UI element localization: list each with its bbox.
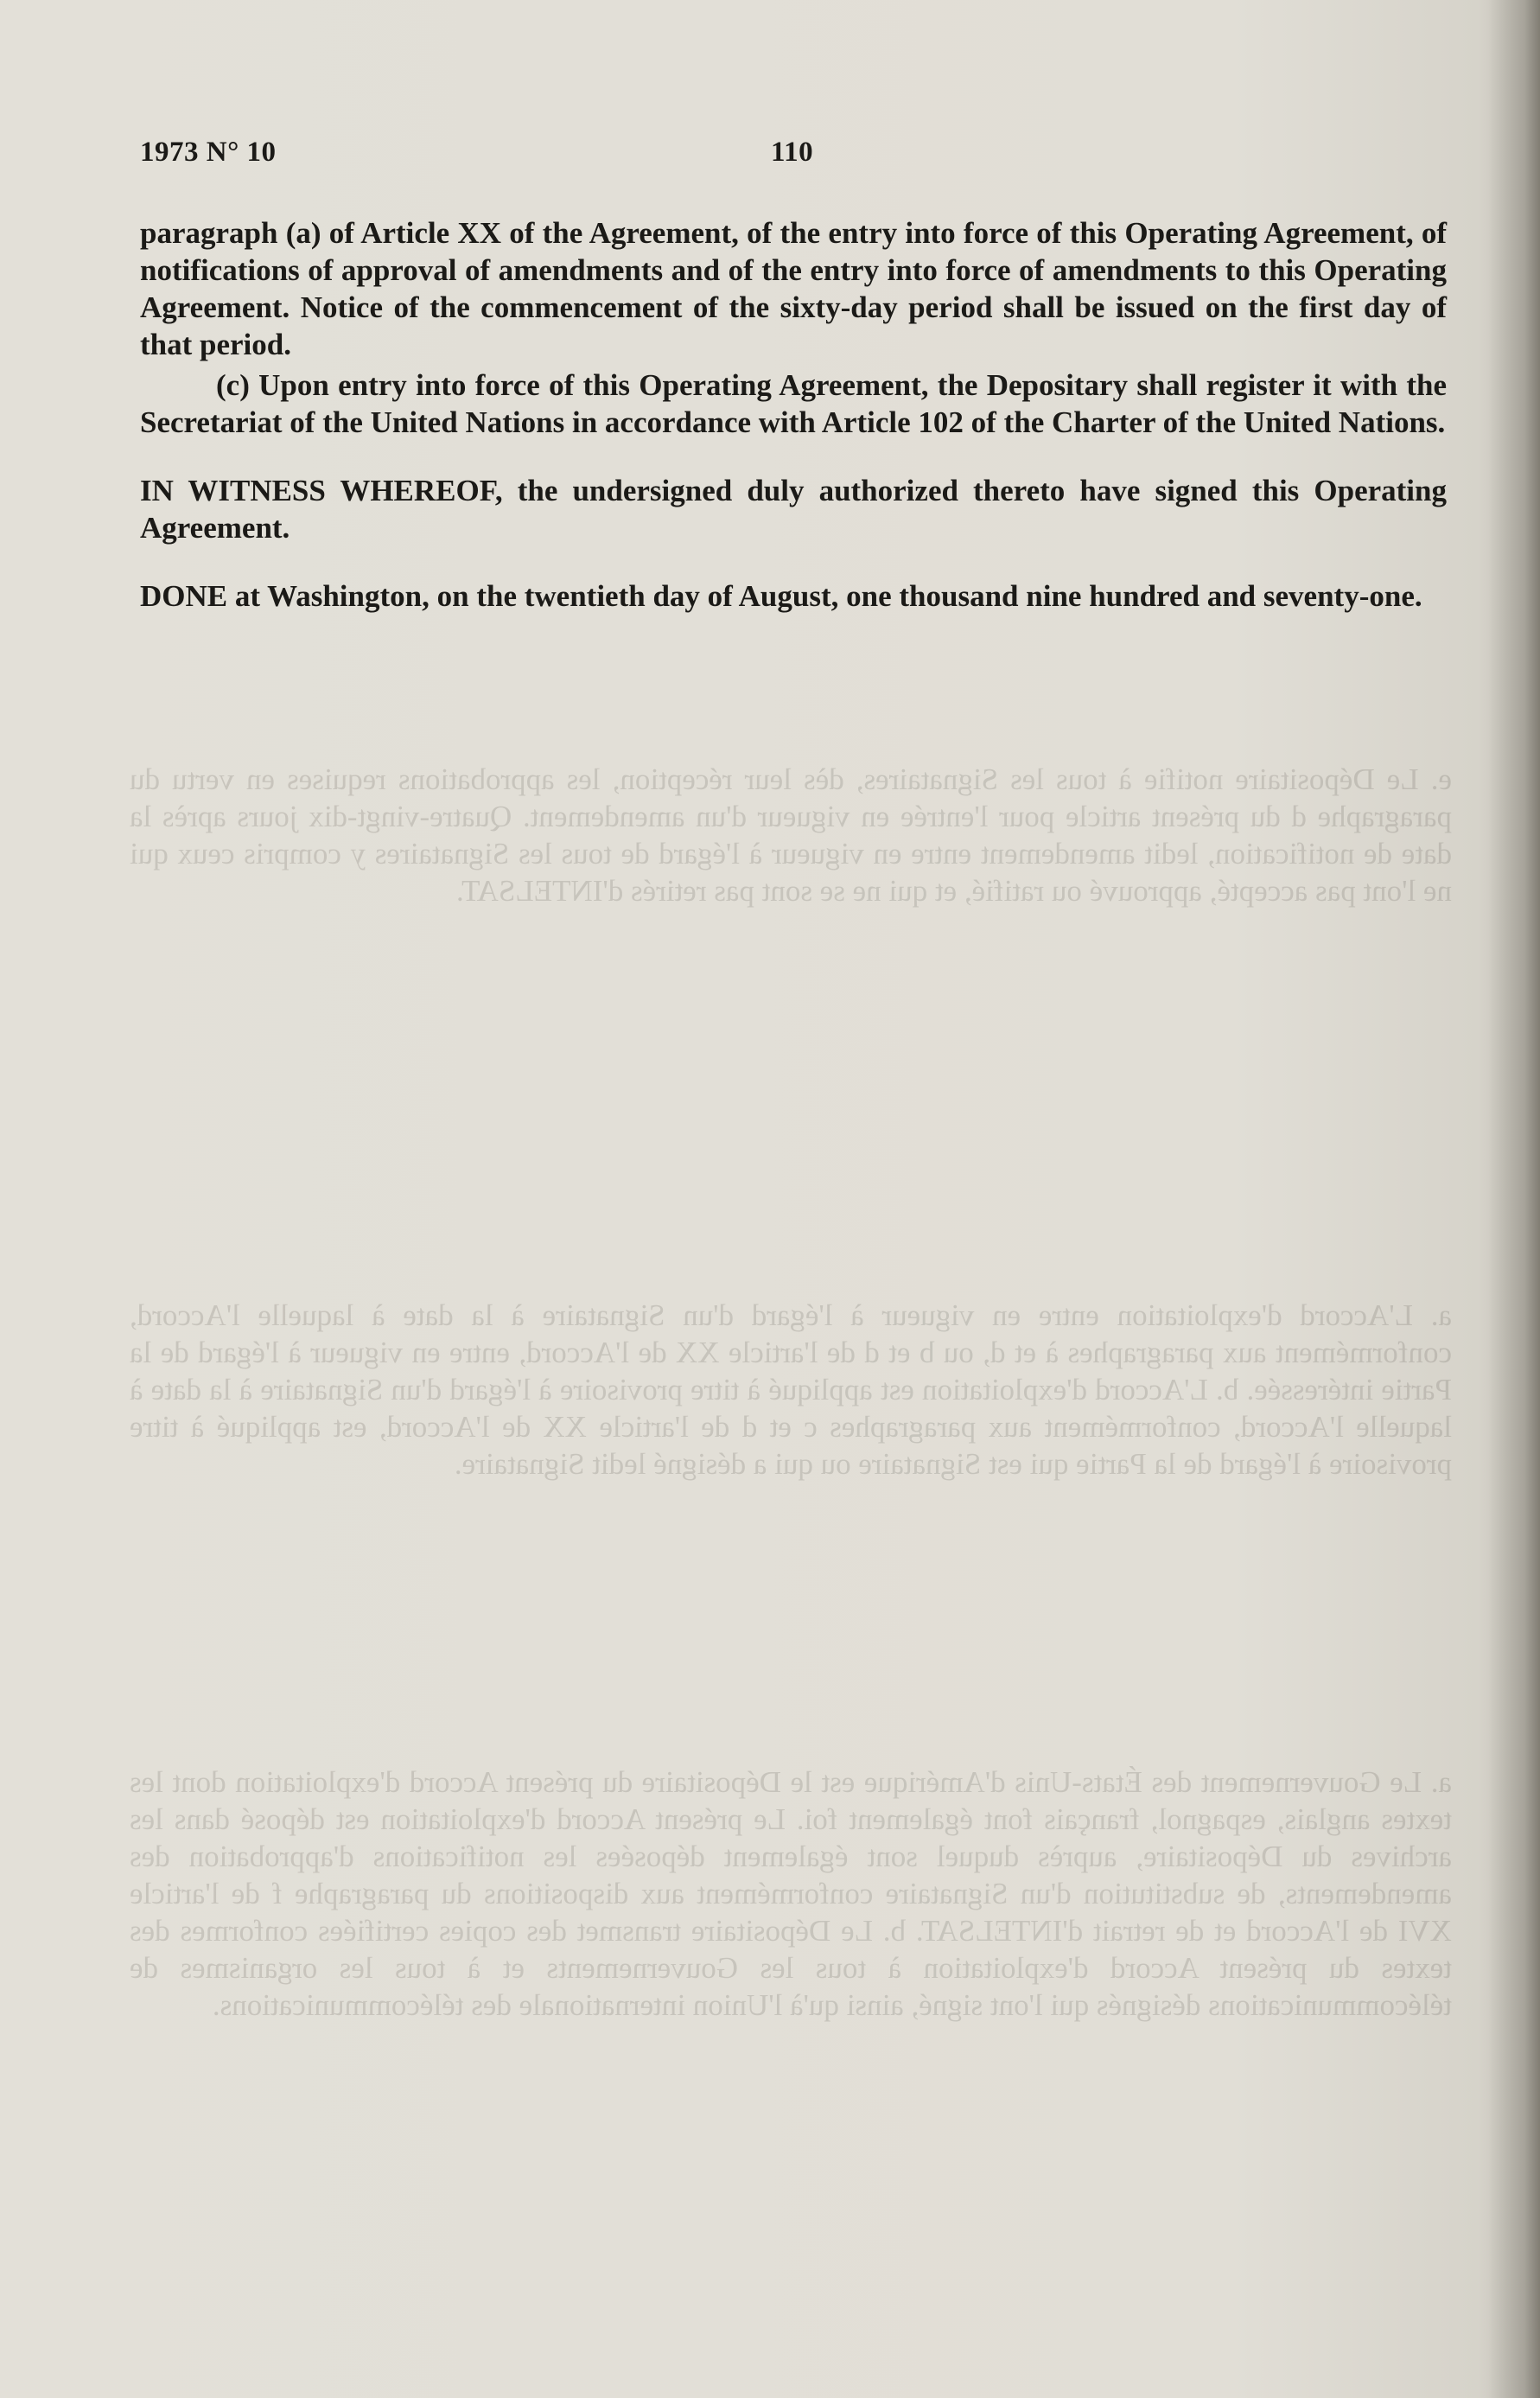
document-body bbox=[140, 214, 1447, 615]
done-clause: DONE at Washington, on the twentieth day of August, one thousand nine hundred and seventy-one. bbox=[140, 579, 1422, 613]
show-through-text: e. Le Dépositaire notifie à tous les Signataires, dès leur réception, les approbations requises en vertu du paragraphe d du présent article pour l'entrée en vigueur d'un amendement. Quatre-vingt-dix jours après la date de notification, ledit amendement entre en vigueur à l'égard de tous les Signataires y compris ceux qui ne l'ont pas accepté, approuvé ou ratifié, et qui ne se sont pas retirés d'INTELSAT. bbox=[130, 762, 1452, 908]
page-header bbox=[140, 137, 1454, 180]
page-number: 110 bbox=[771, 137, 814, 168]
witness-clause: IN WITNESS WHEREOF, the undersigned duly authorized thereto have signed this Operating Agreement. bbox=[140, 474, 1447, 545]
show-through-text: a. Le Gouvernement des États-Unis d'Amérique est le Dépositaire du présent Accord d'exploitation dont les textes anglais, espagnol, français font également foi. Le présent Accord d'exploitation est déposé dans les archives du Dépositaire, auprès duquel sont également déposées les notifications d'approbation des amendements, de substitution d'un Signataire conformément aux dispositions du paragraphe f de l'article XVI de l'Accord et de retrait d'INTELSAT. b. Le Dépositaire transmet des copies certifiées conformes des textes du présent Accord d'exploitation à tous les Gouvernements et à tous les organismes de télécommunications désignés qui l'ont signé, ainsi qu'à l'Union internationale des télécommunications. bbox=[130, 1765, 1452, 2022]
page-edge-shadow bbox=[1488, 0, 1540, 2398]
paragraph-continuation: paragraph (a) of Article XX of the Agreement, of the entry into force of this Operating Agreement, of notifications of approval of amendments and of the entry into force of amendments to this Operating Agreement. Notice of the commencement of the sixty-day period shall be issued on the first day of that period. bbox=[140, 216, 1447, 361]
header-year-number: 1973 N° 10 bbox=[140, 137, 277, 168]
paragraph-c: (c) Upon entry into force of this Operating Agreement, the Depositary shall register it with the Secretariat of the United Nations in accordance with Article 102 of the Charter of the United Nations. bbox=[140, 368, 1447, 439]
show-through-text: a. L'Accord d'exploitation entre en vigueur à l'égard d'un Signataire à la date à laquelle l'Accord, conformément aux paragraphes à et d, ou b et d de l'article XX de l'Accord, entre en vigueur à l'égard de la Partie intéressée. b. L'Accord d'exploitation est appliqué à titre provisoire à l'égard d'un Signataire à la date à laquelle l'Accord, conformément aux paragraphes c et d de l'article XX de l'Accord, est appliqué à titre provisoire à l'égard de la Partie qui est Signataire ou qui a désigné ledit Signataire. bbox=[130, 1298, 1452, 1481]
